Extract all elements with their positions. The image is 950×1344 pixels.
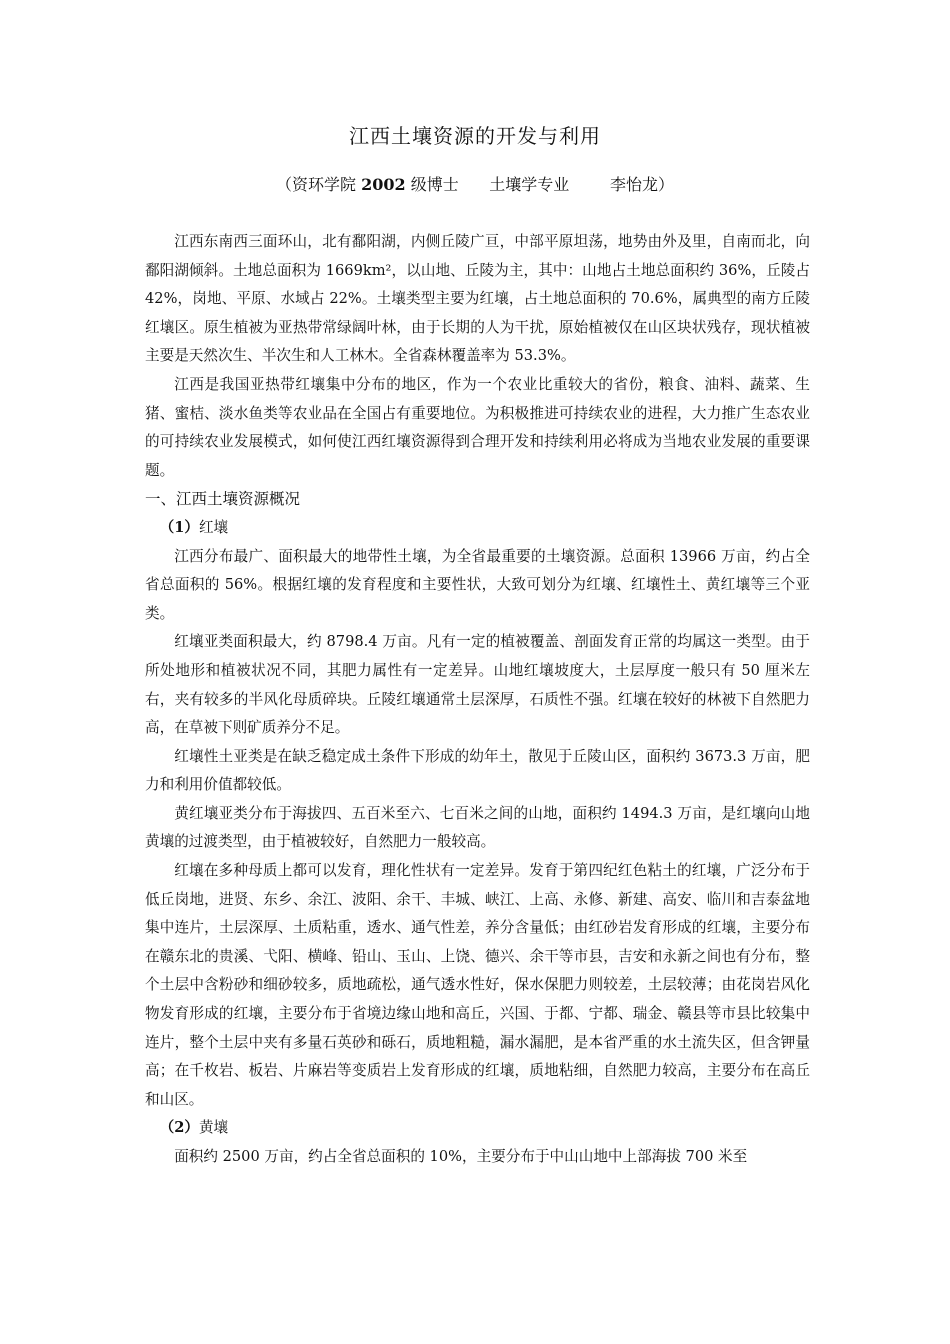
- intro-paragraph: 江西是我国亚热带红壤集中分布的地区，作为一个农业比重较大的省份，粮食、油料、蔬菜、生猪、蜜桔、淡水鱼类等农业品在全国占有重要地位。为积极推进可持续农业的进程，大力推广生态农业的可持续农业发展模式，如何使江西红壤资源得到合理开发和持续利用必将成为当地农业发展的重要课题。: [145, 375, 810, 479]
- body-paragraph: 红壤在多种母质上都可以发育，理化性状有一定差异。发育于第四纪红色粘土的红壤，广泛分布于低丘岗地，进贤、东乡、余江、波阳、余干、丰城、峡江、上高、永修、新建、高安、临川和吉泰盆地集中连片，土层深厚、土质粘重，透水、通气性差，养分含量低；由红砂岩发育形成的红壤，主要分布在赣东北的贵溪、弋阳、横峰、铅山、玉山、上饶、德兴、余干等市县，吉安和永新之间也有分布，整个土层中含粉砂和细砂较多，质地疏松，通气透水性好，保水保肥力则较差，土层较薄；由花岗岩风化物发育形成的红壤，主要分布于省境边缘山地和高丘，兴国、于都、宁都、瑞金、赣县等市县比较集中连片，整个土层中夹有多量石英砂和砾石，质地粗糙，漏水漏肥，是本省严重的水土流失区，但含钾量高；在千枚岩、板岩、片麻岩等变质岩上发育形成的红壤，质地粘细，自然肥力较高，主要分布在高丘和山区。: [145, 862, 810, 1108]
- section-heading: 一、江西土壤资源概况: [145, 490, 301, 509]
- body-paragraph: 江西分布最广、面积最大的地带性土壤，为全省最重要的土壤资源。总面积 13966 万亩，约占全省总面积的 56%。根据红壤的发育程度和主要性状，大致可划分为红壤、红壤性土、黄红壤等三个亚类。: [145, 547, 810, 622]
- body-paragraph: 黄红壤亚类分布于海拔四、五百米至六、七百米之间的山地，面积约 1494.3 万亩，是红壤向山地黄壤的过渡类型，由于植被较好，自然肥力一般较高。: [145, 804, 810, 851]
- byline-prefix: （资环学院: [276, 175, 362, 194]
- byline-year: 2002: [361, 175, 406, 194]
- page-title: 江西土壤资源的开发与利用: [349, 124, 601, 148]
- document-body: [145, 228, 810, 1172]
- author-byline: [0, 172, 950, 195]
- subsection-number: （1）: [159, 518, 199, 536]
- body-paragraph: 红壤性土亚类是在缺乏稳定成土条件下形成的幼年土，散见于丘陵山区，面积约 3673.3 万亩，肥力和利用价值都较低。: [145, 747, 810, 794]
- subsection-heading: [145, 514, 810, 543]
- body-paragraph: 红壤亚类面积最大，约 8798.4 万亩。凡有一定的植被覆盖、剖面发育正常的均属这一类型。由于所处地形和植被状况不同，其肥力属性有一定差异。山地红壤坡度大，土层厚度一般只有 50 厘米左右，夹有较多的半风化母质碎块。丘陵红壤通常土层深厚，石质性不强。红壤在较好的林被下自然肥力高，在草被下则矿质养分不足。: [145, 633, 810, 737]
- subsection-label: 黄壤: [198, 1119, 229, 1137]
- intro-paragraph: 江西东南西三面环山，北有鄱阳湖，内侧丘陵广亘，中部平原坦荡，地势由外及里，自南而北，向鄱阳湖倾斜。土地总面积为 1669km²，以山地、丘陵为主，其中：山地占土地总面积约 36%，丘陵占 42%，岗地、平原、水域占 22%。土壤类型主要为红壤，占土地总面积的 70.6%，属典型的南方丘陵红壤区。原生植被为亚热带常绿阔叶林，由于长期的人为干扰，原始植被仅在山区块状残存，现状植被主要是天然次生、半次生和人工林木。全省森林覆盖率为 53.3%。: [145, 233, 810, 365]
- subsection-number: （2）: [159, 1119, 199, 1137]
- subsection-label: 红壤: [198, 518, 229, 536]
- byline-suffix: 级博士 土壤学专业 李怡龙）: [405, 175, 674, 194]
- subsection-heading: [145, 1114, 810, 1143]
- body-paragraph: 面积约 2500 万亩，约占全省总面积的 10%，主要分布于中山山地中上部海拔 700 米至: [174, 1148, 748, 1165]
